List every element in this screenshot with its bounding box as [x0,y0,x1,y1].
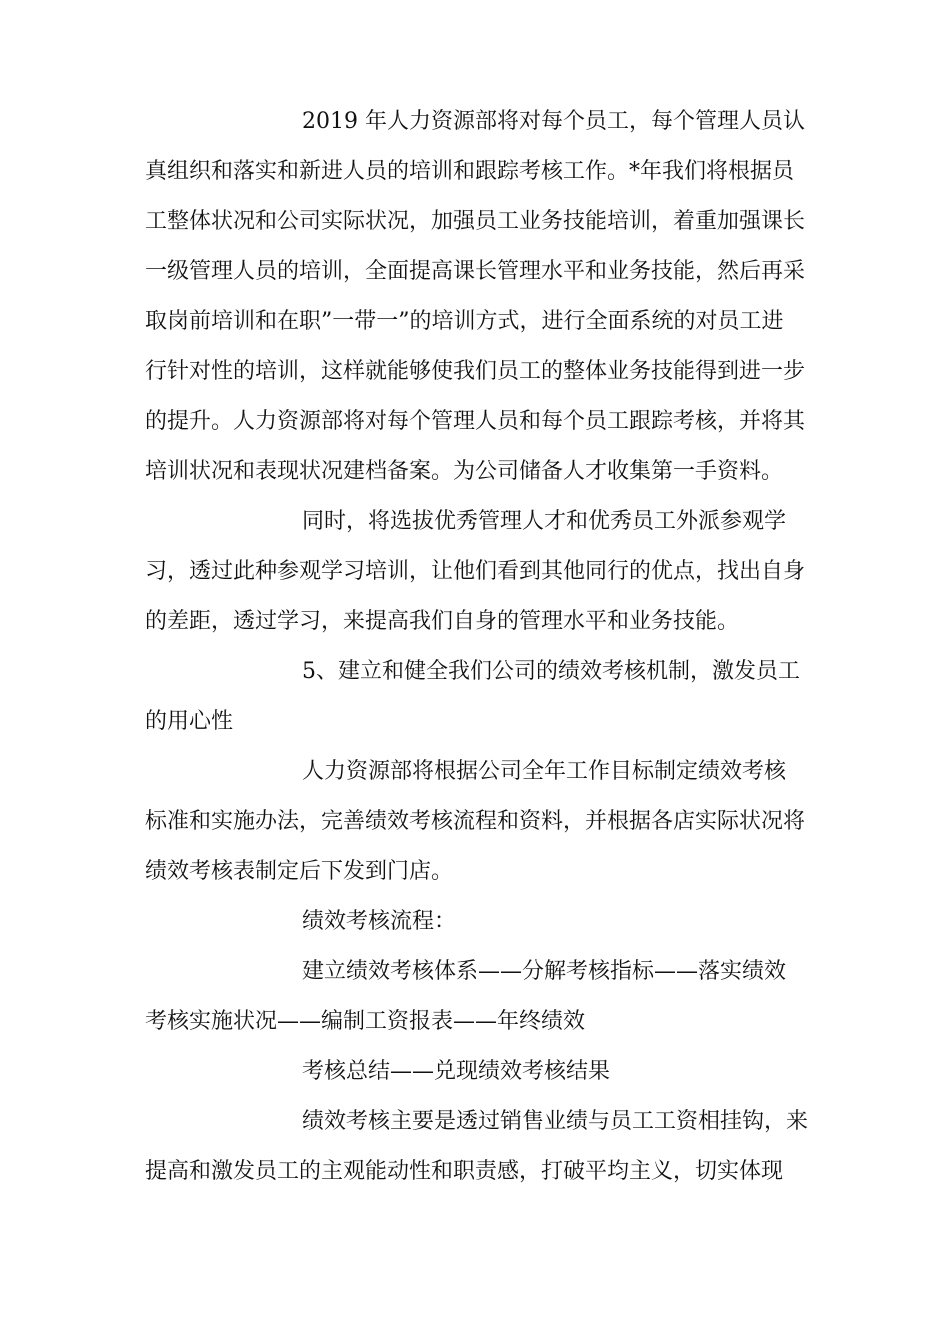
process-step-line: 建立绩效考核体系——分解考核指标——落实绩效 [302,959,787,984]
paragraph-line: 工整体状况和公司实际状况，加强员工业务技能培训，着重加强课长 [145,209,806,234]
paragraph-line: 同时，将选拔优秀管理人才和优秀员工外派参观学 [302,509,787,534]
process-step-line: 考核总结——兑现绩效考核结果 [302,1059,611,1084]
paragraph-line: 人力资源部将根据公司全年工作目标制定绩效考核 [302,759,787,784]
paragraph-line: 取岗前培训和在职”一带一”的培训方式，进行全面系统的对员工进 [145,309,784,334]
paragraph-line: 的提升。人力资源部将对每个管理人员和每个员工跟踪考核，并将其 [145,409,806,434]
paragraph-line: 绩效考核主要是透过销售业绩与员工工资相挂钩，来 [302,1109,809,1134]
paragraph-line: 的差距，透过学习，来提高我们自身的管理水平和业务技能。 [145,609,740,634]
paragraph-line: 2019 年人力资源部将对每个员工，每个管理人员认 [302,109,805,134]
section-heading-line: 5、建立和健全我们公司的绩效考核机制，激发员工 [302,659,800,684]
paragraph-line: 绩效考核表制定后下发到门店。 [145,859,454,884]
paragraph-line: 行针对性的培训，这样就能够使我们员工的整体业务技能得到进一步 [145,359,806,384]
paragraph-line: 提高和激发员工的主观能动性和职责感，打破平均主义，切实体现 [145,1159,784,1184]
paragraph-line: 培训状况和表现状况建档备案。为公司储备人才收集第一手资料。 [145,459,784,484]
process-step-line: 考核实施状况——编制工资报表——年终绩效 [145,1009,586,1034]
paragraph-line: 习，透过此种参观学习培训，让他们看到其他同行的优点，找出自身 [145,559,806,584]
section-heading-line: 的用心性 [145,709,234,734]
paragraph-line: 真组织和落实和新进人员的培训和跟踪考核工作。*年我们将根据员 [145,159,795,184]
paragraph-line: 标准和实施办法，完善绩效考核流程和资料，并根据各店实际状况将 [145,809,806,834]
process-label-line: 绩效考核流程： [302,909,457,934]
paragraph-line: 一级管理人员的培训，全面提高课长管理水平和业务技能，然后再采 [145,259,806,284]
